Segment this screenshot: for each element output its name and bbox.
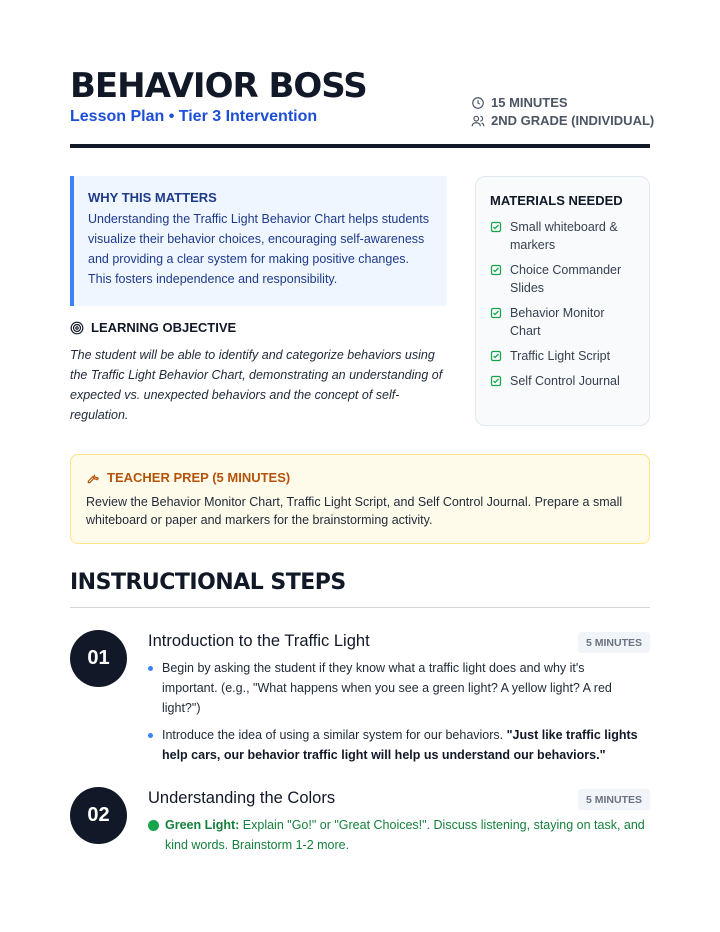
step-bullet <box>148 725 638 765</box>
material-item <box>490 372 635 390</box>
page-title: BEHAVIOR BOSS <box>70 66 367 106</box>
material-label: Behavior Monitor Chart <box>510 306 605 338</box>
step-bullets <box>148 658 638 772</box>
step-bullet <box>148 658 638 718</box>
header-divider <box>70 144 650 148</box>
checkbox-icon <box>490 307 502 319</box>
green-light-text: Explain "Go!" or "Great Choices!". Discuss listening, staying on task, and kind words. Brainstorm 1-2 more. <box>165 818 645 852</box>
step-title: Understanding the Colors <box>148 789 336 807</box>
step-title: Introduction to the Traffic Light <box>148 632 370 650</box>
green-light-item <box>148 815 648 855</box>
bullet-dot <box>148 666 153 671</box>
checkbox-icon <box>490 375 502 387</box>
material-item <box>490 304 635 340</box>
duration-text: 15 MINUTES <box>491 95 568 110</box>
objective-text: The student will be able to identify and categorize behaviors using the Traffic Light Behavior Chart, demonstrating an understanding of expected vs. unexpected behaviors and the concept of self-regulation. <box>70 348 443 422</box>
why-text: Understanding the Traffic Light Behavior Chart helps students visualize their behavior choices, encouraging self-awareness and providing a clear system for making positive changes. This fosters independence and responsibility. <box>88 212 429 286</box>
material-item <box>490 261 635 297</box>
steps-heading: INSTRUCTIONAL STEPS <box>70 570 346 595</box>
materials-heading: MATERIALS NEEDED <box>490 193 623 208</box>
material-item <box>490 218 635 254</box>
bullet-text: Begin by asking the student if they know what a traffic light does and why it's important. (e.g., "What happens when you see a green light? A yellow light? A red light?") <box>162 661 612 715</box>
step-time-badge: 5 MINUTES <box>578 789 650 810</box>
bullet-dot <box>148 733 153 738</box>
checkbox-icon <box>490 264 502 276</box>
clock-icon <box>471 96 485 110</box>
prep-heading-text: TEACHER PREP (5 MINUTES) <box>107 470 291 485</box>
duration-meta <box>471 95 568 110</box>
users-icon <box>471 114 485 128</box>
checkbox-icon <box>490 221 502 233</box>
material-item <box>490 347 635 365</box>
material-label: Small whiteboard & markers <box>510 220 618 252</box>
green-light-label: Green Light: <box>165 818 240 832</box>
checkbox-icon <box>490 350 502 362</box>
bullet-text: Introduce the idea of using a similar system for our behaviors. <box>162 728 507 742</box>
why-heading: WHY THIS MATTERS <box>88 190 217 205</box>
teacher-prep-box <box>70 454 650 544</box>
material-label: Self Control Journal <box>510 374 620 388</box>
materials-box <box>475 176 650 426</box>
step-number-badge: 02 <box>70 787 127 844</box>
green-light-dot <box>148 820 159 831</box>
material-label: Choice Commander Slides <box>510 263 622 295</box>
steps-divider <box>70 607 650 608</box>
target-icon <box>70 321 84 335</box>
step-time-badge: 5 MINUTES <box>578 632 650 653</box>
prep-heading <box>86 470 634 485</box>
grade-meta <box>471 113 654 128</box>
page-subtitle: Lesson Plan • Tier 3 Intervention <box>70 108 318 125</box>
step-number-badge: 01 <box>70 630 127 687</box>
wrench-icon <box>86 471 100 485</box>
objective-heading <box>70 320 236 335</box>
prep-text: Review the Behavior Monitor Chart, Traffic Light Script, and Self Control Journal. Prepare a small whiteboard or paper and markers for the brainstorming activity. <box>86 495 623 527</box>
grade-text: 2ND GRADE (INDIVIDUAL) <box>491 113 655 128</box>
why-this-matters-box <box>70 176 447 306</box>
bullet-quote: "Just like traffic lights help cars, our behavior traffic light will help us understand our behaviors." <box>162 728 638 762</box>
objective-heading-text: LEARNING OBJECTIVE <box>91 320 237 335</box>
material-label: Traffic Light Script <box>510 349 611 363</box>
